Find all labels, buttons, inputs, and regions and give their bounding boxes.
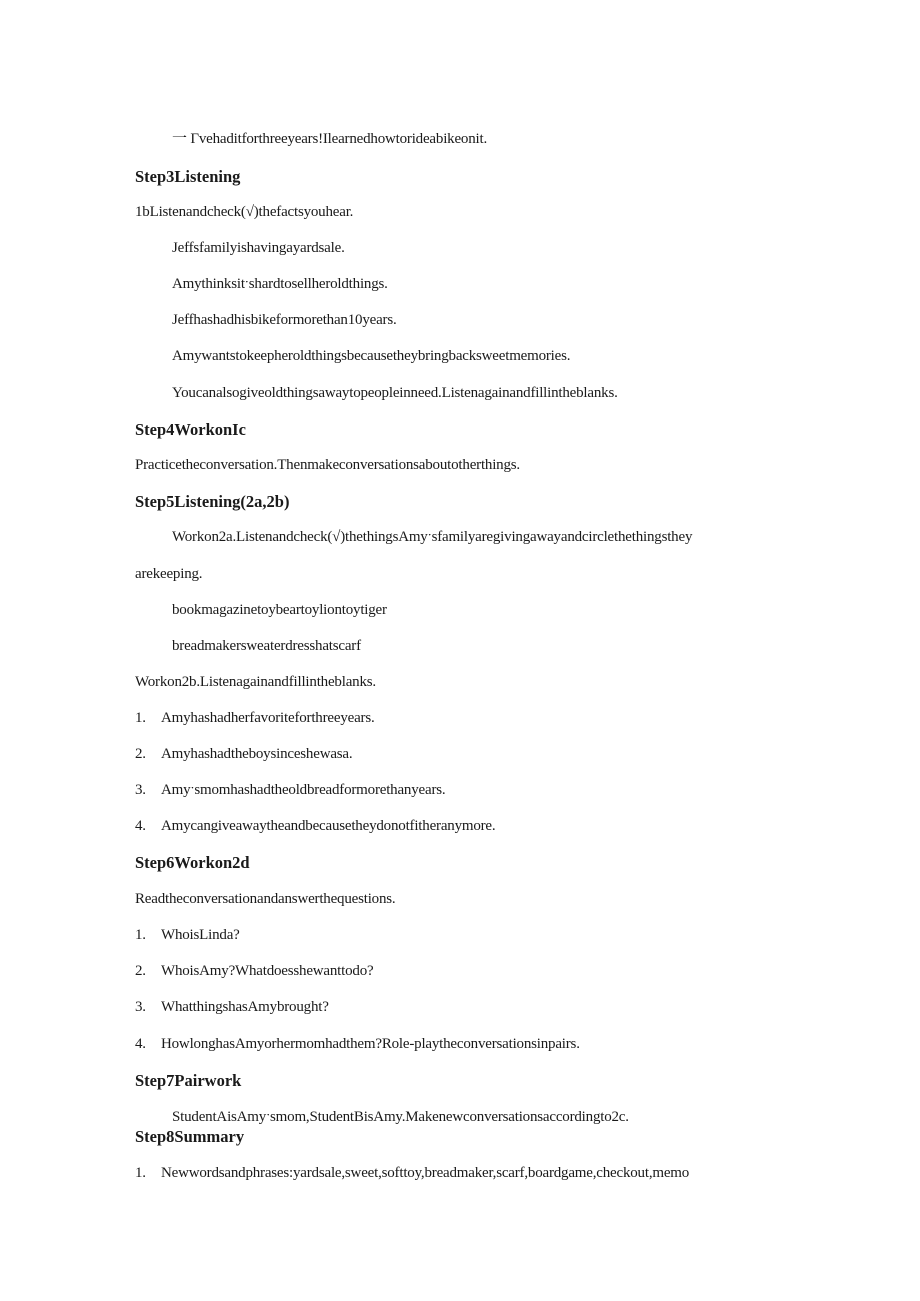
step4-heading: Step4WorkonIc bbox=[135, 420, 246, 439]
list-number: 1. bbox=[135, 710, 146, 726]
list-number: 2. bbox=[135, 963, 146, 979]
step3-item: Jeffhashadhisbikeformorethan10years. bbox=[172, 312, 397, 328]
step8-heading: Step8Summary bbox=[135, 1127, 245, 1146]
step3-item: Amythinksitˑshardtosellheroldthings. bbox=[172, 276, 388, 292]
step6-heading: Step6Workon2d bbox=[135, 853, 250, 872]
list-item bbox=[135, 745, 352, 763]
step5-word-list: breadmakersweaterdresshatscarf bbox=[172, 638, 361, 654]
list-item bbox=[135, 1164, 689, 1182]
step5-heading: Step5Listening(2a,2b) bbox=[135, 492, 290, 511]
list-item bbox=[135, 998, 329, 1016]
list-text: HowlonghasAmyorhermomhadthem?Role-playtheconversationsinpairs. bbox=[161, 1036, 580, 1052]
step5-2b-instruction: Workon2b.Listenagainandfillintheblanks. bbox=[135, 674, 376, 690]
step5-instruction: Workon2a.Listenandcheck(√)thethingsAmyˑsfamilyaregivingawayandcirclethethingsthey bbox=[172, 529, 693, 545]
list-number: 3. bbox=[135, 999, 146, 1015]
list-number: 1. bbox=[135, 1165, 146, 1181]
list-item bbox=[135, 817, 495, 835]
list-text: WhoisAmy?Whatdoesshewanttodo? bbox=[161, 963, 374, 979]
step5-word-list: bookmagazinetoybeartoyliontoytiger bbox=[172, 602, 387, 618]
list-text: Amyhashadtheboysinceshewasa. bbox=[161, 746, 353, 762]
step4-text: Practicetheconversation.Thenmakeconversationsaboutotherthings. bbox=[135, 457, 520, 473]
list-item bbox=[135, 1035, 580, 1053]
step7-text: StudentAisAmyˑsmom,StudentBisAmy.Makenewconversationsaccordingto2c. bbox=[172, 1109, 629, 1125]
step3-item: Jeffsfamilyishavingayardsale. bbox=[172, 240, 345, 256]
list-item bbox=[135, 709, 375, 727]
list-text: Amyˑsmomhashadtheoldbreadformorethanyears. bbox=[161, 782, 446, 798]
list-item bbox=[135, 926, 240, 944]
step3-item: Youcanalsogiveoldthingsawaytopeopleinneed.Listenagainandfillintheblanks. bbox=[172, 385, 618, 401]
list-number: 4. bbox=[135, 1036, 146, 1052]
list-number: 3. bbox=[135, 782, 146, 798]
list-text: Newwordsandphrases:yardsale,sweet,softtoy,breadmaker,scarf,boardgame,checkout,memo bbox=[161, 1165, 690, 1181]
list-text: WhatthingshasAmybrought? bbox=[161, 999, 329, 1015]
step3-instruction: 1bListenandcheck(√)thefactsyouhear. bbox=[135, 204, 354, 220]
list-number: 1. bbox=[135, 927, 146, 943]
list-number: 2. bbox=[135, 746, 146, 762]
step5-instruction-cont: arekeeping. bbox=[135, 566, 203, 582]
quote-line: 一 Γvehaditforthreeyears!Ilearnedhowtorideabikeonit. bbox=[172, 131, 488, 147]
list-item bbox=[135, 962, 373, 980]
step3-item: Amywantstokeepheroldthingsbecausetheybringbacksweetmemories. bbox=[172, 348, 571, 364]
step7-heading: Step7Pairwork bbox=[135, 1071, 242, 1090]
list-item bbox=[135, 781, 445, 799]
step6-instruction: Readtheconversationandanswerthequestions. bbox=[135, 891, 396, 907]
list-number: 4. bbox=[135, 818, 146, 834]
list-text: WhoisLinda? bbox=[161, 927, 240, 943]
step3-heading: Step3Listening bbox=[135, 167, 241, 186]
list-text: Amycangiveawaytheandbecausetheydonotfitheranymore. bbox=[161, 818, 496, 834]
list-text: Amyhashadherfavoriteforthreeyears. bbox=[161, 710, 375, 726]
